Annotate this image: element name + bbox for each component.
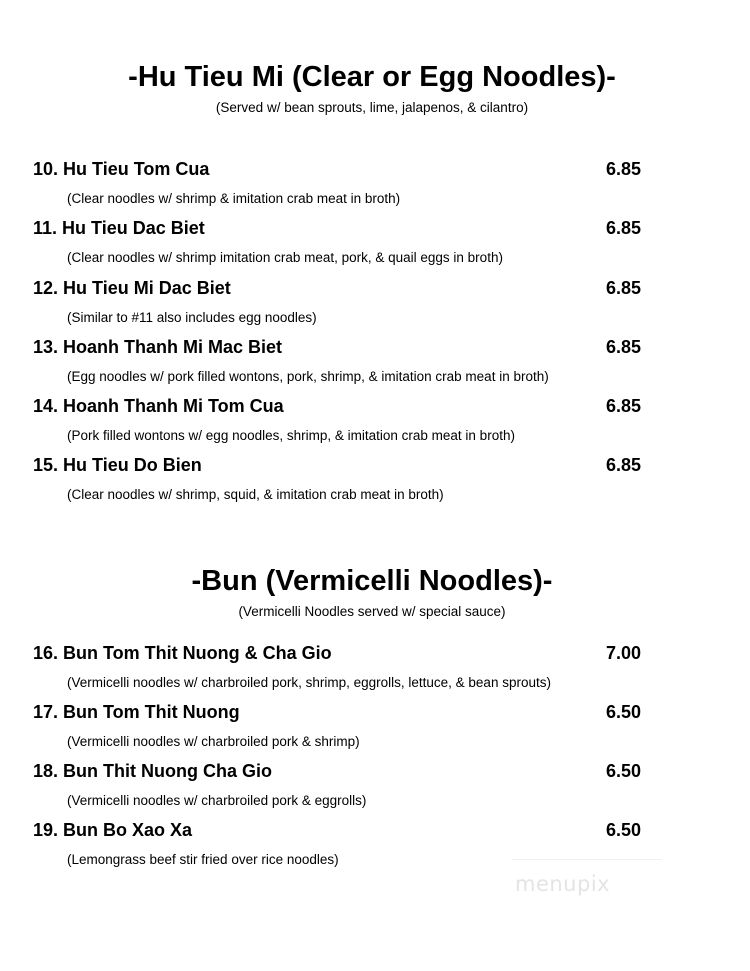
item-description: (Vermicelli noodles w/ charbroiled pork & shrimp) xyxy=(67,734,360,749)
item-description: (Clear noodles w/ shrimp & imitation crab meat in broth) xyxy=(67,191,401,206)
item-description: (Egg noodles w/ pork filled wontons, pork, shrimp, & imitation crab meat in broth) xyxy=(67,369,549,384)
item-price: 6.50 xyxy=(606,702,642,722)
item-price: 7.00 xyxy=(606,643,642,663)
item-name: 12. Hu Tieu Mi Dac Biet xyxy=(33,278,231,298)
menu-item xyxy=(0,455,750,514)
item-price: 6.85 xyxy=(606,218,642,238)
item-name: 16. Bun Tom Thit Nuong & Cha Gio xyxy=(33,643,332,663)
item-price: 6.85 xyxy=(606,159,642,179)
item-description: (Similar to #11 also includes egg noodles) xyxy=(67,310,317,325)
menu-item xyxy=(0,278,750,337)
item-name: 13. Hoanh Thanh Mi Mac Biet xyxy=(33,337,283,357)
item-description: (Clear noodles w/ shrimp imitation crab meat, pork, & quail eggs in broth) xyxy=(67,250,503,265)
watermark-logo: menupix xyxy=(515,872,611,896)
menu-item xyxy=(0,702,750,761)
item-name: 18. Bun Thit Nuong Cha Gio xyxy=(33,761,272,781)
item-description: (Pork filled wontons w/ egg noodles, shrimp, & imitation crab meat in broth) xyxy=(67,428,515,443)
menu-item xyxy=(0,643,750,702)
item-name: 17. Bun Tom Thit Nuong xyxy=(33,702,240,722)
item-name: 11. Hu Tieu Dac Biet xyxy=(33,218,205,238)
section-title: -Bun (Vermicelli Noodles)- xyxy=(191,565,553,597)
menu-item xyxy=(0,159,750,218)
watermark-divider xyxy=(512,859,662,860)
item-description: (Lemongrass beef stir fried over rice noodles) xyxy=(67,852,339,867)
item-name: 14. Hoanh Thanh Mi Tom Cua xyxy=(33,396,284,416)
item-name: 10. Hu Tieu Tom Cua xyxy=(33,159,210,179)
item-price: 6.50 xyxy=(606,820,642,840)
item-name: 19. Bun Bo Xao Xa xyxy=(33,820,193,840)
menu-item xyxy=(0,396,750,455)
item-name: 15. Hu Tieu Do Bien xyxy=(33,455,202,475)
section-subtitle: (Vermicelli Noodles served w/ special sauce) xyxy=(238,604,506,619)
item-description: (Clear noodles w/ shrimp, squid, & imitation crab meat in broth) xyxy=(67,487,444,502)
menu-item xyxy=(0,761,750,820)
item-price: 6.85 xyxy=(606,396,642,416)
menu-item xyxy=(0,218,750,277)
menu-item xyxy=(0,820,750,879)
item-price: 6.85 xyxy=(606,337,642,357)
item-description: (Vermicelli noodles w/ charbroiled pork & eggrolls) xyxy=(67,793,367,808)
item-price: 6.50 xyxy=(606,761,642,781)
item-price: 6.85 xyxy=(606,455,642,475)
item-price: 6.85 xyxy=(606,278,642,298)
menu-item xyxy=(0,337,750,396)
section-title: -Hu Tieu Mi (Clear or Egg Noodles)- xyxy=(128,61,616,93)
section-subtitle: (Served w/ bean sprouts, lime, jalapenos, & cilantro) xyxy=(215,100,529,115)
item-description: (Vermicelli noodles w/ charbroiled pork, shrimp, eggrolls, lettuce, & bean sprouts) xyxy=(67,675,551,690)
